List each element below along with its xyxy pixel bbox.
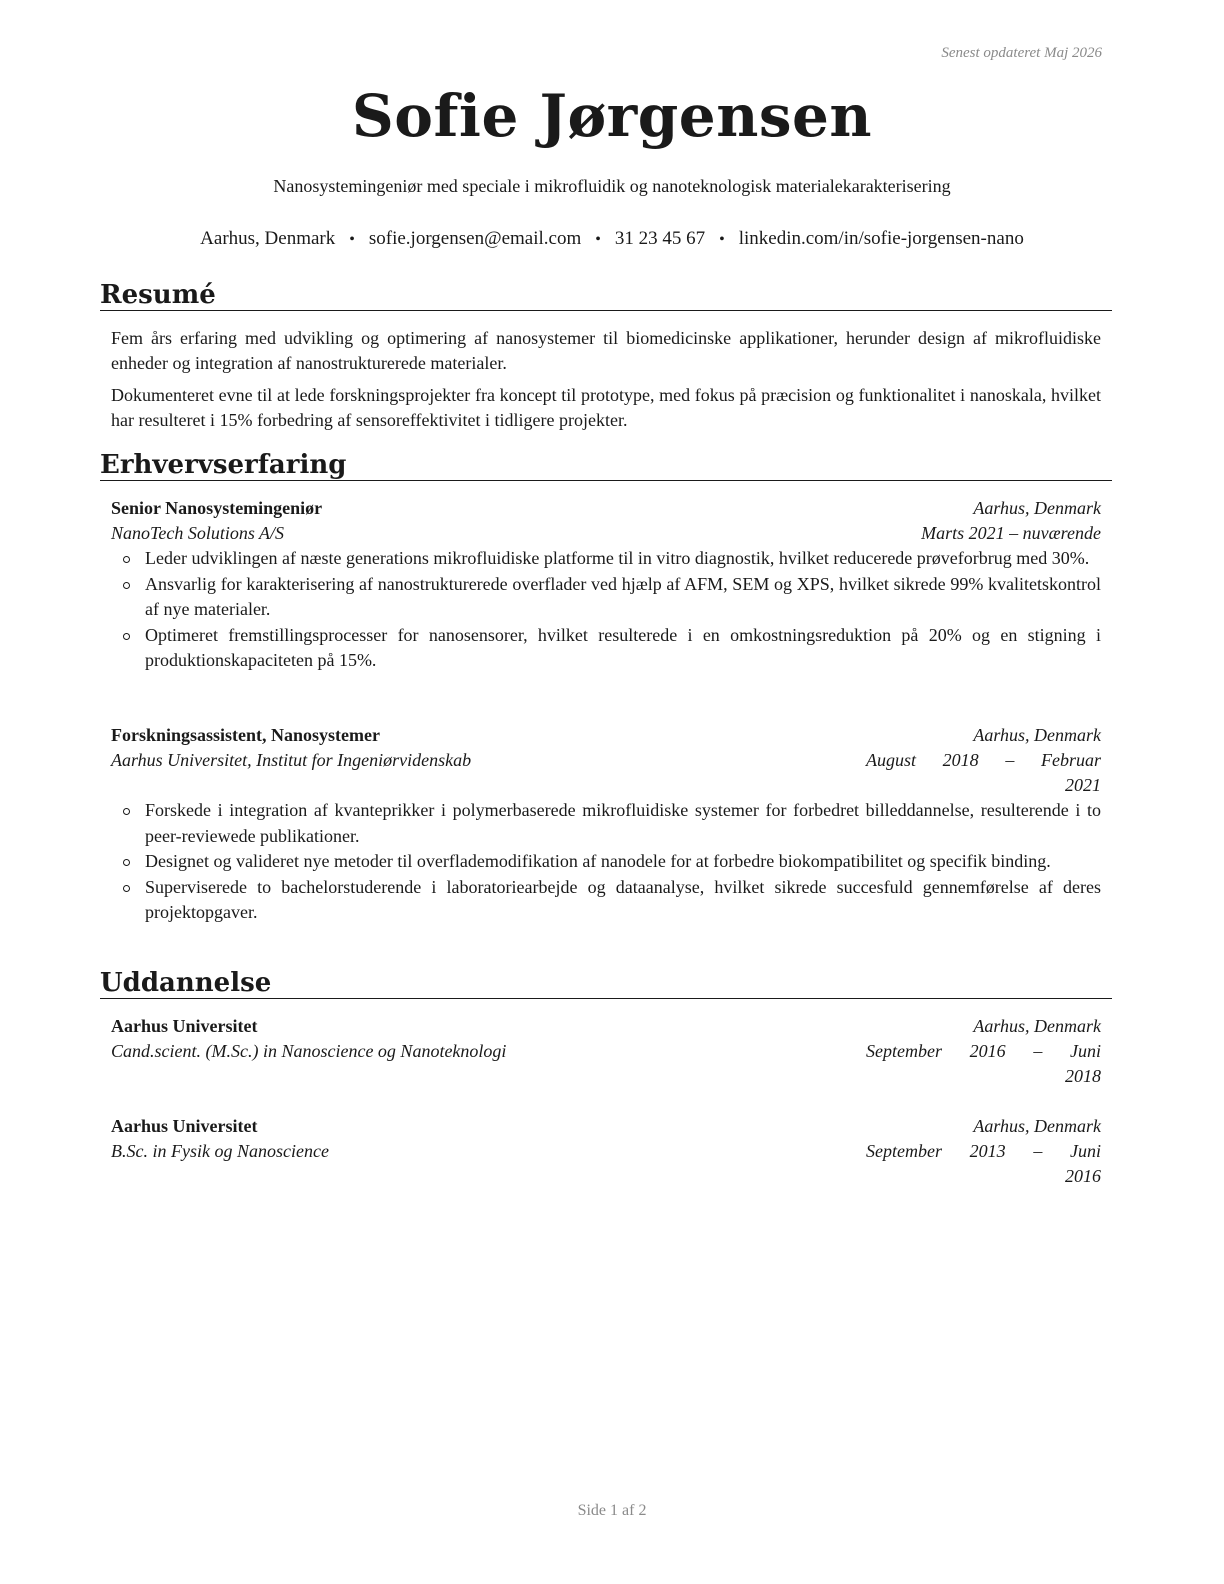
school-name: Aarhus Universitet xyxy=(111,1016,258,1036)
contact-email[interactable]: sofie.jorgensen@email.com xyxy=(368,228,582,249)
circle-bullet-icon xyxy=(123,859,130,866)
summary-paragraph: Fem års erfaring med udvikling og optimering af nanosystemer til biomedicinske applikationer, herunder design af mikrofluidiske enheder og integration af nanostrukturerede materialer. xyxy=(111,328,1101,373)
list-item: Optimeret fremstillingsprocesser for nanosensorer, hvilket resulterede i en omkostningsreduktion på 20% og en stigning i produktionskapaciteten på 15%. xyxy=(111,623,1101,674)
job-location: Aarhus, Denmark xyxy=(973,725,1101,745)
job-bullets xyxy=(111,546,1101,674)
job-role: Senior Nanosystemingeniør xyxy=(111,498,323,518)
experience-entry xyxy=(111,723,1101,926)
education-dates-year: 2018 xyxy=(1065,1066,1101,1086)
list-item: Superviserede to bachelorstuderende i laboratoriearbejde og dataanalyse, hvilket sikrede succesfuld gennemførelse af deres projektopgaver. xyxy=(111,875,1101,926)
circle-bullet-icon xyxy=(123,808,130,815)
circle-bullet-icon xyxy=(123,885,130,892)
page-number: Side 1 af 2 xyxy=(577,1502,647,1519)
job-dates: August 2018 – Februar xyxy=(866,750,1101,770)
job-role: Forskningsassistent, Nanosystemer xyxy=(111,725,381,745)
school-location: Aarhus, Denmark xyxy=(973,1016,1101,1036)
section-title-experience: Erhvervserfaring xyxy=(100,450,1112,481)
section-title-education: Uddannelse xyxy=(100,968,1112,999)
last-updated: Senest opdateret Maj 2026 xyxy=(941,45,1102,61)
experience-entry xyxy=(111,496,1101,674)
job-dates-year: 2021 xyxy=(1065,775,1101,795)
contact-line xyxy=(0,228,1224,250)
circle-bullet-icon xyxy=(123,633,130,640)
contact-phone[interactable]: 31 23 45 67 xyxy=(614,228,706,249)
tagline: Nanosystemingeniør med speciale i mikrofluidik og nanoteknologisk materialekarakterisering xyxy=(273,176,951,196)
school-name: Aarhus Universitet xyxy=(111,1116,258,1136)
list-item: Designet og valideret nye metoder til overflademodifikation af nanodele for at forbedre biokompatibilitet og specifik binding. xyxy=(111,849,1101,875)
list-item: Forskede i integration af kvanteprikker i polymerbaserede mikrofluidiske systemer for forbedret billeddannelse, resulterende i to peer-reviewede publikationer. xyxy=(111,798,1101,849)
job-dates: Marts 2021 – nuværende xyxy=(921,523,1101,543)
job-company: NanoTech Solutions A/S xyxy=(111,523,285,543)
list-item: Ansvarlig for karakterisering af nanostrukturerede overflader ved hjælp af AFM, SEM og XPS, hvilket sikrede 99% kvalitetskontrol af nye materialer. xyxy=(111,572,1101,623)
candidate-name: Sofie Jørgensen xyxy=(351,82,873,150)
bullet-separator-icon: • xyxy=(595,231,601,248)
list-item: Leder udviklingen af næste generations mikrofluidiske platforme til in vitro diagnostik, hvilket reducerede prøveforbrug med 30%. xyxy=(111,546,1101,572)
circle-bullet-icon xyxy=(123,582,130,589)
education-dates: September 2013 – Juni xyxy=(866,1141,1101,1161)
degree: Cand.scient. (M.Sc.) in Nanoscience og Nanoteknologi xyxy=(111,1041,507,1061)
job-location: Aarhus, Denmark xyxy=(973,498,1101,518)
education-entry xyxy=(111,1014,1101,1089)
job-bullets xyxy=(111,798,1101,926)
contact-location: Aarhus, Denmark xyxy=(200,228,336,249)
school-location: Aarhus, Denmark xyxy=(973,1116,1101,1136)
summary-paragraph: Dokumenteret evne til at lede forskningsprojekter fra koncept til prototype, med fokus på præcision og funktionalitet i nanoskala, hvilket har resulteret i 15% forbedring af sensoreffektivitet i tidligere projekter. xyxy=(111,385,1101,430)
degree: B.Sc. in Fysik og Nanoscience xyxy=(111,1141,329,1161)
circle-bullet-icon xyxy=(123,556,130,563)
bullet-separator-icon: • xyxy=(719,231,725,248)
job-company: Aarhus Universitet, Institut for Ingeniørvidenskab xyxy=(111,750,472,770)
contact-linkedin[interactable]: linkedin.com/in/sofie-jorgensen-nano xyxy=(738,228,1024,249)
bullet-separator-icon: • xyxy=(349,231,355,248)
education-entry xyxy=(111,1114,1101,1189)
education-dates: September 2016 – Juni xyxy=(866,1041,1101,1061)
education-dates-year: 2016 xyxy=(1065,1166,1101,1186)
section-title-summary: Resumé xyxy=(100,280,1112,311)
